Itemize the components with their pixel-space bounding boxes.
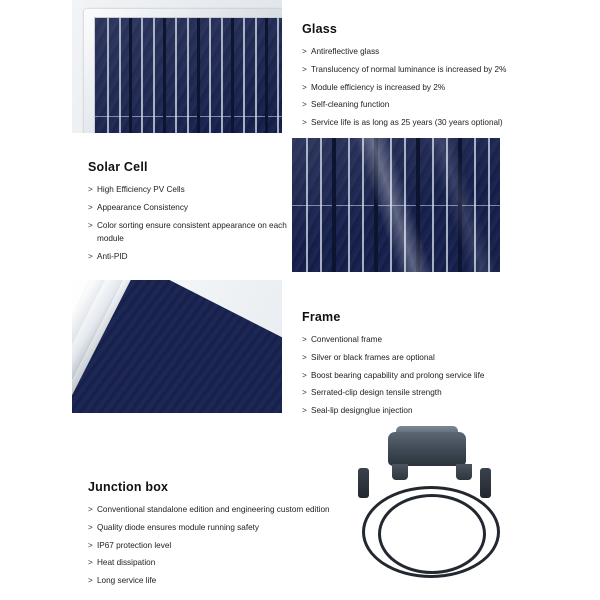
cell-gap bbox=[197, 18, 200, 133]
solar-cell-heading: Solar Cell bbox=[88, 160, 148, 174]
list-item bbox=[88, 556, 338, 569]
cell-gap bbox=[231, 18, 234, 133]
bullet-marker: > bbox=[302, 47, 307, 56]
bullet-marker: > bbox=[88, 540, 93, 550]
list-item-text: Translucency of normal luminance is increased by 2% bbox=[311, 64, 507, 74]
list-item-text: Long service life bbox=[97, 576, 157, 586]
solar-cell-photo bbox=[292, 138, 500, 272]
bullet-marker: > bbox=[302, 118, 307, 128]
cell-field bbox=[95, 18, 282, 133]
frame-bullet-list bbox=[302, 333, 552, 417]
list-item bbox=[88, 250, 288, 263]
cell-gap bbox=[163, 18, 166, 133]
junction-box-photo bbox=[352, 420, 512, 595]
busbar bbox=[175, 18, 177, 133]
cell-grid bbox=[95, 18, 282, 133]
busbar bbox=[107, 18, 109, 133]
list-item bbox=[302, 404, 552, 417]
list-item-text: IP67 protection level bbox=[97, 540, 172, 550]
list-item bbox=[302, 116, 564, 129]
list-item-text: Serrated-clip design tensile strength bbox=[311, 388, 442, 398]
solar-cell-section bbox=[88, 160, 288, 267]
glass-photo bbox=[72, 0, 282, 133]
list-item-text: Antireflective glass bbox=[311, 47, 380, 56]
solar-cell-bullet-list bbox=[88, 183, 288, 263]
junction-box-section bbox=[88, 480, 338, 592]
list-item bbox=[302, 351, 552, 364]
list-item bbox=[88, 574, 338, 587]
cell-gap bbox=[129, 18, 132, 133]
mc4-connector-left bbox=[358, 468, 369, 498]
bullet-marker: > bbox=[302, 82, 307, 92]
mc4-connector-right bbox=[480, 468, 491, 498]
cell-gap bbox=[265, 18, 268, 133]
list-item-text: High Efficiency PV Cells bbox=[97, 185, 185, 194]
list-item bbox=[302, 386, 552, 399]
bullet-marker: > bbox=[302, 352, 307, 362]
list-item-text: Appearance Consistency bbox=[97, 202, 189, 212]
bullet-marker: > bbox=[88, 251, 93, 261]
list-item bbox=[88, 503, 338, 516]
list-item bbox=[302, 98, 564, 111]
list-item bbox=[88, 539, 338, 552]
list-item bbox=[302, 369, 552, 382]
list-item-text: Color sorting ensure consistent appearance on each module bbox=[97, 220, 287, 243]
bullet-marker: > bbox=[88, 202, 93, 212]
frame-photo bbox=[72, 280, 282, 413]
list-item bbox=[302, 333, 552, 346]
glass-reflection-secondary bbox=[292, 138, 500, 272]
busbar bbox=[243, 18, 245, 133]
bullet-marker: > bbox=[302, 100, 307, 110]
bullet-marker: > bbox=[88, 558, 93, 568]
junction-box-body bbox=[388, 432, 466, 466]
list-item-text: Conventional frame bbox=[311, 335, 382, 344]
junction-box-foot-left bbox=[392, 464, 408, 480]
busbar bbox=[277, 18, 279, 133]
list-item bbox=[88, 521, 338, 534]
bullet-marker: > bbox=[302, 335, 307, 344]
busbar bbox=[153, 18, 155, 133]
bullet-marker: > bbox=[302, 370, 307, 380]
list-item-text: Module efficiency is increased by 2% bbox=[311, 82, 446, 92]
bullet-marker: > bbox=[88, 185, 93, 194]
bullet-marker: > bbox=[302, 388, 307, 398]
glass-section bbox=[302, 22, 564, 134]
busbar bbox=[209, 18, 211, 133]
frame-heading: Frame bbox=[302, 310, 341, 324]
list-item bbox=[88, 219, 288, 246]
junction-box-heading: Junction box bbox=[88, 480, 169, 494]
list-item bbox=[302, 45, 564, 58]
busbar bbox=[141, 18, 143, 133]
list-item-text: Boost bearing capability and prolong service life bbox=[311, 370, 485, 380]
list-item-text: Anti-PID bbox=[97, 251, 128, 261]
busbar bbox=[255, 18, 257, 133]
list-item-text: Service life is as long as 25 years (30 years optional) bbox=[311, 118, 503, 128]
busbar bbox=[187, 18, 189, 133]
bullet-marker: > bbox=[302, 406, 307, 416]
bullet-marker: > bbox=[302, 64, 307, 74]
bullet-marker: > bbox=[88, 220, 93, 230]
list-item-text: Self-cleaning function bbox=[311, 100, 390, 110]
bullet-marker: > bbox=[88, 522, 93, 532]
busbar bbox=[119, 18, 121, 133]
panel-laminate bbox=[94, 17, 282, 133]
list-item bbox=[88, 183, 288, 196]
list-item-text: Seal-lip designglue injection bbox=[311, 406, 413, 416]
list-item-text: Silver or black frames are optional bbox=[311, 352, 435, 362]
glass-heading: Glass bbox=[302, 22, 338, 36]
list-item bbox=[302, 63, 564, 76]
list-item bbox=[302, 81, 564, 94]
bullet-marker: > bbox=[88, 576, 93, 586]
junction-box-foot-right bbox=[456, 464, 472, 480]
glass-bullet-list bbox=[302, 45, 564, 129]
panel-frame-outer bbox=[84, 9, 282, 133]
list-item-text: Heat dissipation bbox=[97, 558, 156, 568]
list-item-text: Quality diode ensures module running safety bbox=[97, 522, 260, 532]
list-item bbox=[88, 201, 288, 214]
frame-section bbox=[302, 310, 552, 422]
list-item-text: Conventional standalone edition and engineering custom edition bbox=[97, 505, 330, 514]
junction-box-bullet-list bbox=[88, 503, 338, 587]
bullet-marker: > bbox=[88, 505, 93, 514]
cable-loop-inner bbox=[378, 494, 486, 574]
busbar bbox=[221, 18, 223, 133]
